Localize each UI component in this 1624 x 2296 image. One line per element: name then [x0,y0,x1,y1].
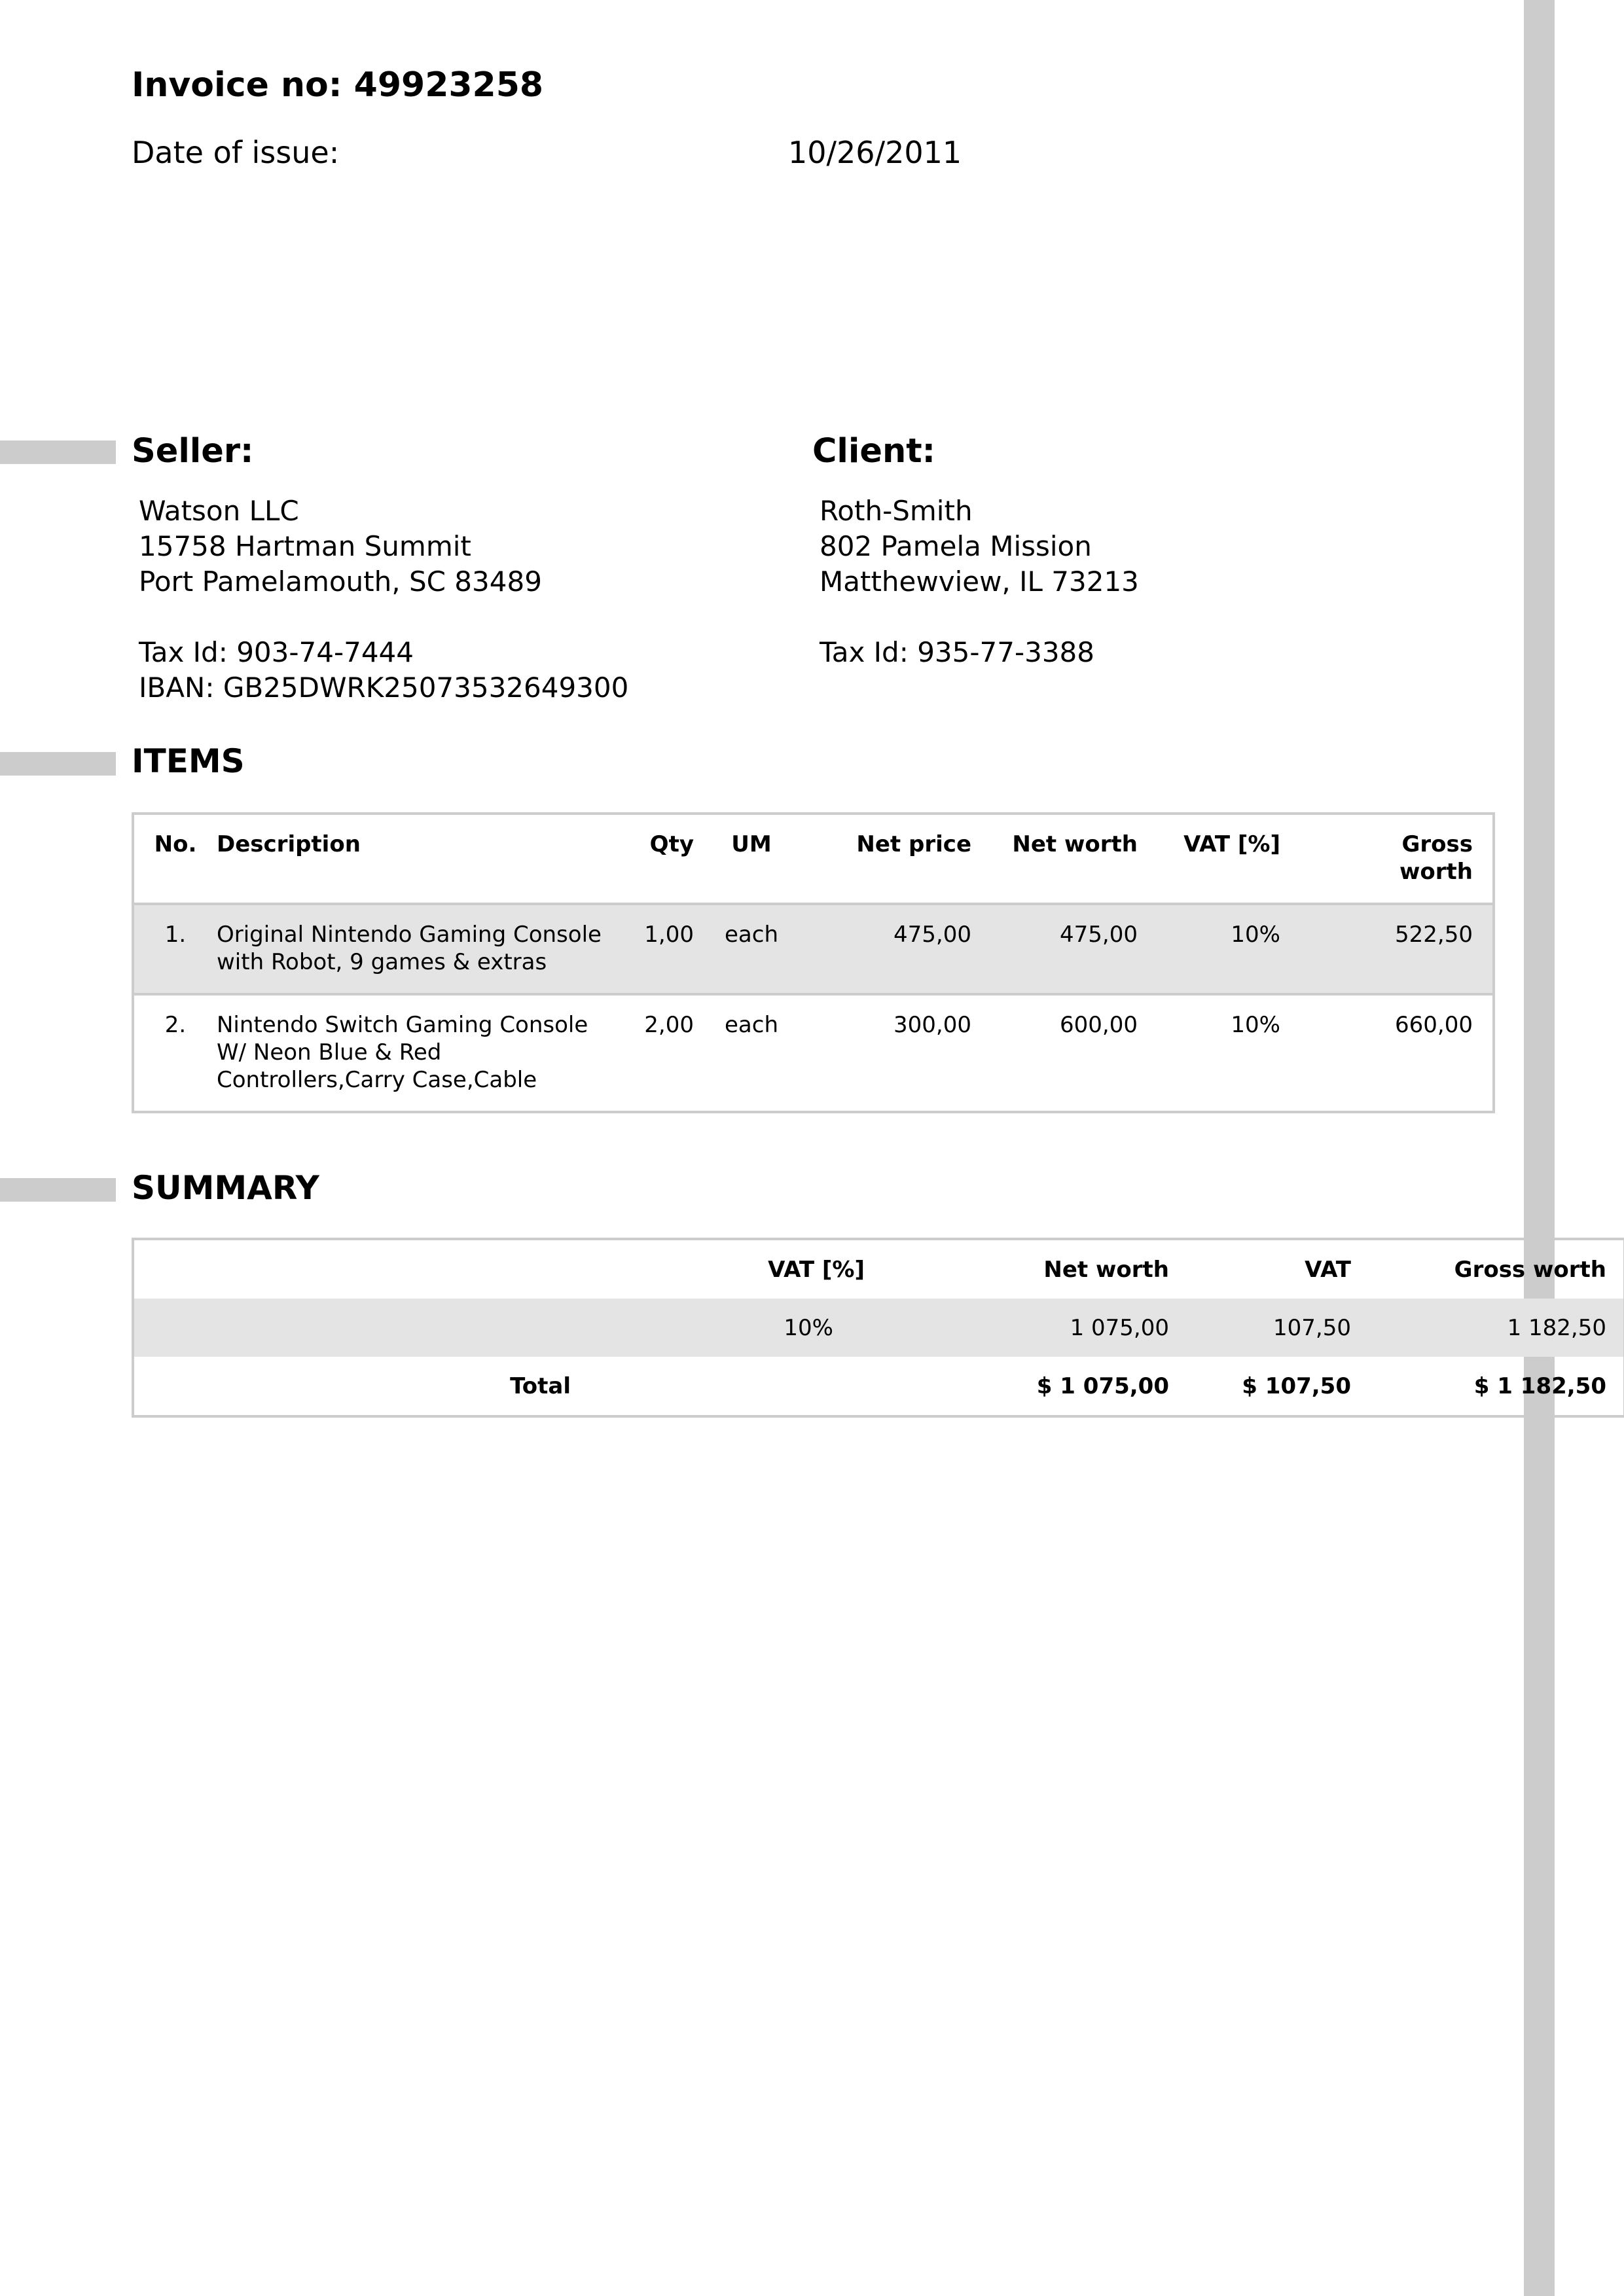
client-tax-id: Tax Id: 935-77-3388 [820,636,1094,668]
item-gross: 522,50 [1395,922,1473,948]
col-qty: Qty [649,831,694,857]
summary-table [132,1238,1624,1418]
seller-tax-id: Tax Id: 903-74-7444 [139,636,414,668]
summary-col-vat: VAT [1305,1256,1351,1283]
summary-col-gross-worth: Gross worth [1454,1256,1606,1283]
seller-heading: Seller: [132,432,254,471]
item-description: Original Nintendo Gaming Console with Robot, 9 games & extras [217,922,602,975]
seller-iban: IBAN: GB25DWRK25073532649300 [139,672,629,704]
summary-blank-cell [133,1299,588,1357]
table-row [133,904,1494,994]
col-vat: VAT [%] [1183,831,1280,857]
client-details [820,493,1139,670]
invoice-title: Invoice no: 49923258 [132,65,544,105]
col-description: Description [217,831,361,857]
summary-blank-cell [588,1357,882,1416]
item-um: each [725,922,778,948]
seller-street: 15758 Hartman Summit [139,530,471,562]
col-net-worth: Net worth [1012,831,1138,857]
col-um: UM [731,831,772,857]
summary-vat: 107,50 [1273,1314,1351,1341]
item-qty: 2,00 [644,1012,694,1038]
total-label: Total [510,1372,571,1399]
total-gross: $ 1 182,50 [1473,1372,1606,1399]
item-net-worth: 475,00 [1060,922,1138,948]
date-of-issue-value: 10/26/2011 [788,135,962,170]
item-net-price: 300,00 [893,1012,971,1038]
summary-blank-cell [133,1239,588,1299]
item-no: 1. [164,922,187,948]
summary-col-vat-rate: VAT [%] [768,1256,865,1283]
summary-title: SUMMARY [132,1169,319,1207]
summary-total-row [133,1357,1624,1416]
item-net-price: 475,00 [893,922,971,948]
item-qty: 1,00 [644,922,694,948]
total-net-worth: $ 1 075,00 [1036,1372,1169,1399]
summary-row [133,1299,1624,1357]
client-city: Matthewview, IL 73213 [820,565,1139,598]
summary-col-net-worth: Net worth [1043,1256,1169,1283]
items-title: ITEMS [132,742,245,780]
items-table [132,812,1495,1113]
page-edge-bar [1524,0,1555,2296]
item-gross: 660,00 [1395,1012,1473,1038]
summary-header-row [133,1239,1624,1299]
table-row [133,994,1494,1112]
client-street: 802 Pamela Mission [820,530,1092,562]
seller-name: Watson LLC [139,495,299,527]
client-heading: Client: [812,432,936,471]
col-no: No. [154,831,197,857]
summary-gross: 1 182,50 [1507,1314,1606,1341]
item-no: 2. [164,1012,187,1038]
item-um: each [725,1012,778,1038]
item-vat: 10% [1231,922,1280,948]
items-header-row [133,814,1494,904]
item-vat: 10% [1231,1012,1280,1038]
col-gross-worth: Gross worth [1399,831,1473,885]
col-net-price: Net price [856,831,971,857]
summary-net-worth: 1 075,00 [1070,1314,1169,1341]
seller-details [139,493,628,706]
summary-accent-bar [0,1178,116,1202]
date-of-issue-label: Date of issue: [132,135,340,170]
seller-city: Port Pamelamouth, SC 83489 [139,565,542,598]
items-accent-bar [0,752,116,776]
summary-vat-rate: 10% [784,1314,833,1341]
client-name: Roth-Smith [820,495,973,527]
total-vat: $ 107,50 [1242,1372,1351,1399]
item-net-worth: 600,00 [1060,1012,1138,1038]
seller-accent-bar [0,440,116,464]
item-description: Nintendo Switch Gaming Console W/ Neon Blue & Red Controllers,Carry Case,Cable [217,1012,588,1093]
